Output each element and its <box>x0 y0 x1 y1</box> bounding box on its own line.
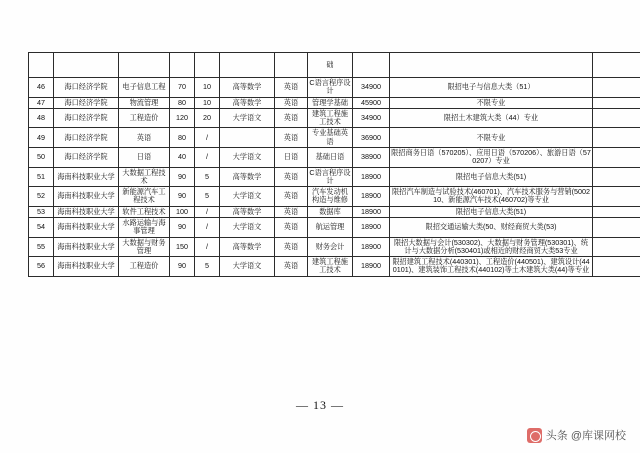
cell-school: 海南科技职业大学 <box>54 217 119 237</box>
cell-subject-2: 英语 <box>275 97 308 108</box>
cell-school: 海南科技职业大学 <box>54 206 119 217</box>
cell-school: 海南科技职业大学 <box>54 187 119 207</box>
cell-remark <box>593 128 640 148</box>
cell-subject-3: 建筑工程施工技术 <box>308 108 353 128</box>
cell-plan-count: 80 <box>170 128 195 148</box>
cell-remark <box>593 78 640 98</box>
cell-fee: 45900 <box>353 97 390 108</box>
cell-subject-2: 英语 <box>275 187 308 207</box>
cell-extra-count: 5 <box>195 257 220 277</box>
cell-school: 海南科技职业大学 <box>54 167 119 187</box>
cell-extra-count: 5 <box>195 167 220 187</box>
cell-subject-1: 高等数学 <box>220 97 275 108</box>
table-row <box>29 128 640 148</box>
cell-subject-1: 大学语文 <box>220 108 275 128</box>
admissions-table <box>28 52 640 277</box>
cell-subject-2: 英语 <box>275 167 308 187</box>
cell-subject-3: 财务会计 <box>308 237 353 257</box>
cell-remark <box>593 217 640 237</box>
cell-major <box>119 53 170 78</box>
table-row <box>29 167 640 187</box>
cell-plan-count: 100 <box>170 206 195 217</box>
cell-subject-1: 大学语文 <box>220 257 275 277</box>
cell-subject-1 <box>220 53 275 78</box>
cell-subject-3: 管理学基础 <box>308 97 353 108</box>
cell-subject-1: 高等数学 <box>220 206 275 217</box>
cell-remark <box>593 237 640 257</box>
cell-number: 55 <box>29 237 54 257</box>
cell-note: 限招土木建筑大类（44）专业 <box>390 108 593 128</box>
cell-subject-2: 英语 <box>275 237 308 257</box>
cell-fee: 18900 <box>353 206 390 217</box>
table-row-partial <box>29 53 640 78</box>
cell-major: 工程造价 <box>119 108 170 128</box>
cell-plan-count: 150 <box>170 237 195 257</box>
cell-note: 限招商务日语（570205）、应用日语（570206）、旅游日语（570207）专业 <box>391 147 591 166</box>
cell-subject-2: 英语 <box>275 206 308 217</box>
cell-subject-1: 大学语文 <box>220 147 275 167</box>
cell-note: 不限专业 <box>390 97 593 108</box>
cell-note: 限招建筑工程技术(440301)、工程造价(440501)、建筑设计(440101)、建筑装饰工程技术(440102)等土木建筑大类(44)等专业 <box>390 257 593 277</box>
table-row <box>29 108 640 128</box>
cell-remark <box>593 257 640 277</box>
cell-subject-3: 航运管理 <box>308 217 353 237</box>
cell-plan-count: 80 <box>170 97 195 108</box>
cell-plan-count: 120 <box>170 108 195 128</box>
cell-number: 46 <box>29 78 54 98</box>
cell-remark <box>593 53 640 78</box>
cell-fee: 36900 <box>353 128 390 148</box>
cell-note: 不限专业 <box>390 128 593 148</box>
cell-number: 54 <box>29 217 54 237</box>
cell-subject-1: 高等数学 <box>220 167 275 187</box>
cell-fee <box>353 53 390 78</box>
cell-plan-count: 40 <box>170 147 195 167</box>
cell-extra-count: / <box>195 147 220 167</box>
cell-major: 大数据与财务管理 <box>119 237 170 257</box>
cell-subject-2: 英语 <box>275 108 308 128</box>
cell-subject-3: C语言程序设计 <box>309 167 351 185</box>
cell-extra-count: / <box>195 217 220 237</box>
cell-note: 限招电子信息大类(51) <box>390 206 593 217</box>
cell-major: 物流管理 <box>119 97 170 108</box>
toutiao-logo-icon <box>527 428 542 443</box>
cell-note: 限招电子与信息大类（51） <box>390 78 593 98</box>
cell-fee: 18900 <box>353 237 390 257</box>
cell-subject-1: 大学语文 <box>220 187 275 207</box>
cell-number: 50 <box>29 147 54 167</box>
cell-plan-count: 90 <box>170 257 195 277</box>
cell-subject-1: 高等数学 <box>220 78 275 98</box>
cell-plan-count: 90 <box>170 187 195 207</box>
watermark <box>527 427 626 443</box>
cell-subject-2: 英语 <box>275 217 308 237</box>
cell-fee: 18900 <box>353 167 390 187</box>
cell-major: 英语 <box>119 128 170 148</box>
cell-major: 日语 <box>119 147 170 167</box>
cell-plan-count: 70 <box>170 78 195 98</box>
cell-subject-2: 英语 <box>275 128 308 148</box>
cell-extra-count: 20 <box>195 108 220 128</box>
cell-note: 限招电子信息大类(51) <box>390 167 593 187</box>
cell-school: 海口经济学院 <box>54 78 119 98</box>
cell-fee: 34900 <box>353 108 390 128</box>
cell-number: 53 <box>29 206 54 217</box>
cell-school: 海口经济学院 <box>54 147 119 167</box>
cell-school <box>54 53 119 78</box>
cell-number: 49 <box>29 128 54 148</box>
cell-fee: 34900 <box>353 78 390 98</box>
cell-fee: 18900 <box>353 257 390 277</box>
cell-subject-2: 英语 <box>275 257 308 277</box>
table-row <box>29 257 640 277</box>
cell-extra-count: 10 <box>195 97 220 108</box>
table-row <box>29 206 640 217</box>
cell-subject-2: 英语 <box>275 78 308 98</box>
cell-remark <box>593 167 640 187</box>
cell-school: 海口经济学院 <box>54 128 119 148</box>
cell-fee: 18900 <box>353 187 390 207</box>
cell-number <box>29 53 54 78</box>
cell-subject-3: 汽车发动机构造与维修 <box>308 187 353 207</box>
page-number: — 13 — <box>296 398 344 412</box>
cell-subject-3: 数据库 <box>308 206 353 217</box>
cell-major: 新能源汽车工程技术 <box>119 187 170 207</box>
table-row <box>29 187 640 207</box>
cell-note: 限招大数据与会计(530302)、大数据与财务管理(530301)、统计与大数据分析(530401)或相近的财经商贸大类53专业 <box>390 237 593 257</box>
cell-plan-count: 90 <box>170 217 195 237</box>
cell-extra-count: 5 <box>195 187 220 207</box>
cell-remark <box>593 187 640 207</box>
table-body <box>29 53 640 277</box>
cell-extra-count: / <box>195 206 220 217</box>
cell-number: 48 <box>29 108 54 128</box>
cell-number: 47 <box>29 97 54 108</box>
cell-extra-count: / <box>195 237 220 257</box>
cell-subject-3: C语言程序设计 <box>309 78 351 96</box>
cell-plan-count <box>170 53 195 78</box>
cell-extra-count <box>195 53 220 78</box>
cell-subject-2: 日语 <box>275 147 308 167</box>
cell-number: 51 <box>29 167 54 187</box>
cell-subject-3: 基础日语 <box>308 147 353 167</box>
table-row <box>29 147 640 167</box>
cell-note: 限招汽车制造与试验技术(460701)、汽车技术服务与营销(500210、新能源汽车技术(460702)等专业 <box>390 187 593 207</box>
cell-school: 海南科技职业大学 <box>54 257 119 277</box>
cell-major: 电子信息工程 <box>119 78 170 98</box>
table-row <box>29 97 640 108</box>
cell-fee: 38900 <box>353 147 390 167</box>
cell-subject-3: 专业基础英语 <box>308 128 353 148</box>
cell-remark <box>593 108 640 128</box>
cell-major: 水路运输与海事管理 <box>119 217 170 237</box>
cell-school: 海口经济学院 <box>54 108 119 128</box>
table-row <box>29 78 640 98</box>
cell-subject-2 <box>275 53 308 78</box>
cell-plan-count: 90 <box>170 167 195 187</box>
cell-school: 海南科技职业大学 <box>54 237 119 257</box>
cell-subject-3: 建筑工程施工技术 <box>308 257 353 277</box>
watermark-label: 头条 @库课网校 <box>545 430 626 442</box>
cell-remark <box>593 147 640 167</box>
cell-extra-count: 10 <box>195 78 220 98</box>
cell-major: 工程造价 <box>119 257 170 277</box>
cell-school: 海口经济学院 <box>54 97 119 108</box>
cell-subject-1 <box>220 128 275 148</box>
cell-major: 大数据工程技术 <box>119 167 170 187</box>
cell-note <box>390 53 593 78</box>
cell-note: 限招交通运输大类(50、财经商贸大类(53) <box>390 217 593 237</box>
cell-fee: 18900 <box>353 217 390 237</box>
table-row <box>29 237 640 257</box>
cell-number: 52 <box>29 187 54 207</box>
cell-subject-3: 础 <box>308 53 353 78</box>
cell-remark <box>593 206 640 217</box>
cell-major: 软件工程技术 <box>119 206 170 217</box>
cell-remark <box>593 97 640 108</box>
table-row <box>29 217 640 237</box>
cell-subject-1: 大学语文 <box>220 217 275 237</box>
cell-number: 56 <box>29 257 54 277</box>
cell-subject-1: 高等数学 <box>220 237 275 257</box>
cell-extra-count: / <box>195 128 220 148</box>
